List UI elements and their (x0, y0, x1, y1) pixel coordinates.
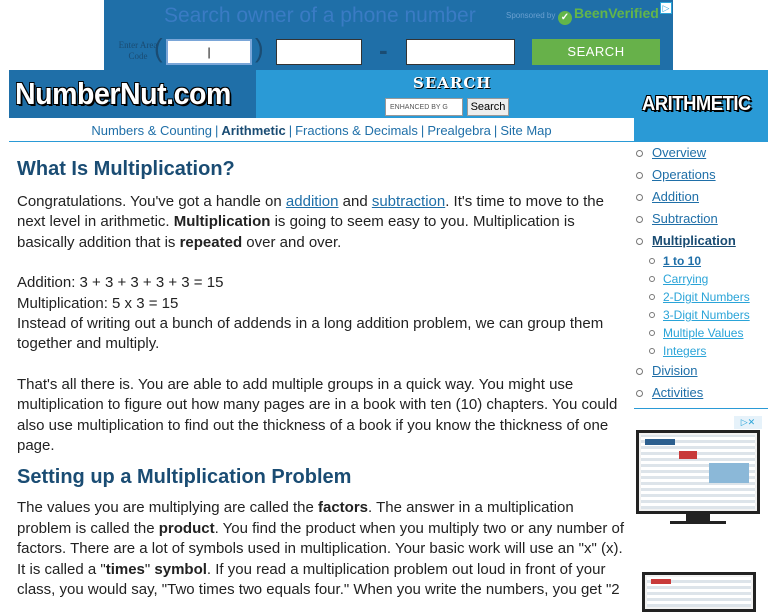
nav-numbers-counting[interactable]: Numbers & Counting (91, 123, 213, 138)
area-code-label: Enter Area Code (118, 40, 158, 61)
main-content (17, 156, 629, 601)
nav-separator: | (420, 123, 425, 138)
sidebar-subitem-1-to-10[interactable]: 1 to 10 (634, 252, 768, 270)
sidebar-ad[interactable] (634, 416, 762, 600)
sidebar (634, 142, 768, 404)
paren-close: ) (255, 33, 264, 63)
logo-area[interactable] (9, 70, 256, 118)
checkmark-icon: ✓ (558, 11, 572, 25)
uses-paragraph: That's all there is. You are able to add multiple groups in a quick way. You might use multiplication to figure out how many pages are in a book with ten (10) chapters. You could also use multiplication to find out the thickness of a book if you know the thickness of one page. (17, 375, 618, 455)
subtraction-link[interactable]: subtraction (371, 193, 446, 210)
example-multiplication: Multiplication: 5 x 3 = 15 (17, 294, 179, 312)
monitor-image-2 (642, 572, 756, 612)
sidebar-item-operations[interactable]: Operations (634, 164, 768, 186)
section-heading: Setting up a Multiplication Problem (17, 466, 352, 489)
monitor-image (636, 430, 760, 514)
nav-prealgebra[interactable]: Prealgebra (427, 123, 491, 138)
nav-fractions-decimals[interactable]: Fractions & Decimals (295, 123, 418, 138)
ad-headline[interactable]: Search owner of a phone number (164, 4, 476, 27)
addition-link[interactable]: addition (285, 193, 339, 210)
ad-brand-logo[interactable] (558, 5, 659, 25)
ad-brand-name: BeenVerified (574, 5, 659, 21)
ad-choices-close-icon[interactable]: ▷✕ (734, 416, 762, 429)
site-search-input[interactable]: ENHANCED BY G (385, 98, 463, 116)
monitor-base (670, 521, 726, 524)
factors-paragraph: The values you are multiplying are called the factors. The answer in a multiplication problem is called the product. You find the product when you multiply two or any number of factors. There are a lot of symbols used in multiplication. Your basic work will use an "x" (x). It is called a "times" symbol. If you read a multiplication problem out loud in front of your class, you would say, "Two times two equals four." When you write the numbers, you get "2 (17, 499, 624, 599)
sidebar-subitem-integers[interactable]: Integers (634, 342, 768, 360)
top-nav (9, 118, 634, 142)
page-title: What Is Multiplication? (17, 158, 235, 180)
sidebar-subitem-3-digit[interactable]: 3-Digit Numbers (634, 306, 768, 324)
sidebar-subitem-multiple-values[interactable]: Multiple Values (634, 324, 768, 342)
sidebar-divider (634, 408, 768, 409)
header-band (9, 70, 634, 118)
nav-separator: | (493, 123, 498, 138)
sidebar-subitem-2-digit[interactable]: 2-Digit Numbers (634, 288, 768, 306)
area-code-input[interactable]: | (166, 39, 252, 65)
search-title: SEARCH (413, 74, 492, 92)
sidebar-subitem-carrying[interactable]: Carrying (634, 270, 768, 288)
sidebar-item-multiplication[interactable]: Multiplication (634, 230, 768, 252)
phone-prefix-input[interactable] (276, 39, 362, 65)
phone-line-input[interactable] (406, 39, 515, 65)
site-logo[interactable]: NumberNut.com (15, 76, 231, 111)
sidebar-item-addition[interactable]: Addition (634, 186, 768, 208)
section-banner (634, 70, 768, 142)
phone-dash: - (379, 35, 388, 65)
ad-choices-icon[interactable]: ▷ (660, 2, 672, 14)
intro-paragraph: Congratulations. You've got a handle on addition and subtraction. It's time to move to the next level in arithmetic. Multiplication is going to seem easy to you. Multiplication is basically addition that is repeated over and over. (17, 193, 604, 251)
section-banner-title: ARITHMETIC (642, 93, 751, 115)
sidebar-item-overview[interactable]: Overview (634, 142, 768, 164)
nav-separator: | (288, 123, 293, 138)
paren-open: ( (154, 33, 163, 63)
nav-separator: | (215, 123, 219, 138)
site-search-button[interactable]: Search (467, 98, 509, 116)
example-addition: Addition: 3 + 3 + 3 + 3 + 3 = 15 (17, 274, 224, 292)
sidebar-item-activities[interactable]: Activities (634, 382, 768, 404)
sidebar-item-division[interactable]: Division (634, 360, 768, 382)
top-ad-banner[interactable] (104, 0, 673, 70)
grouping-paragraph: Instead of writing out a bunch of addends in a long addition problem, we can group them together and multiply. (17, 315, 604, 353)
sidebar-item-subtraction[interactable]: Subtraction (634, 208, 768, 230)
nav-arithmetic[interactable]: Arithmetic (221, 123, 286, 138)
nav-site-map[interactable]: Site Map (500, 123, 552, 138)
ad-sponsored-label: Sponsored by (506, 11, 556, 20)
ad-search-button[interactable]: SEARCH (532, 39, 660, 65)
